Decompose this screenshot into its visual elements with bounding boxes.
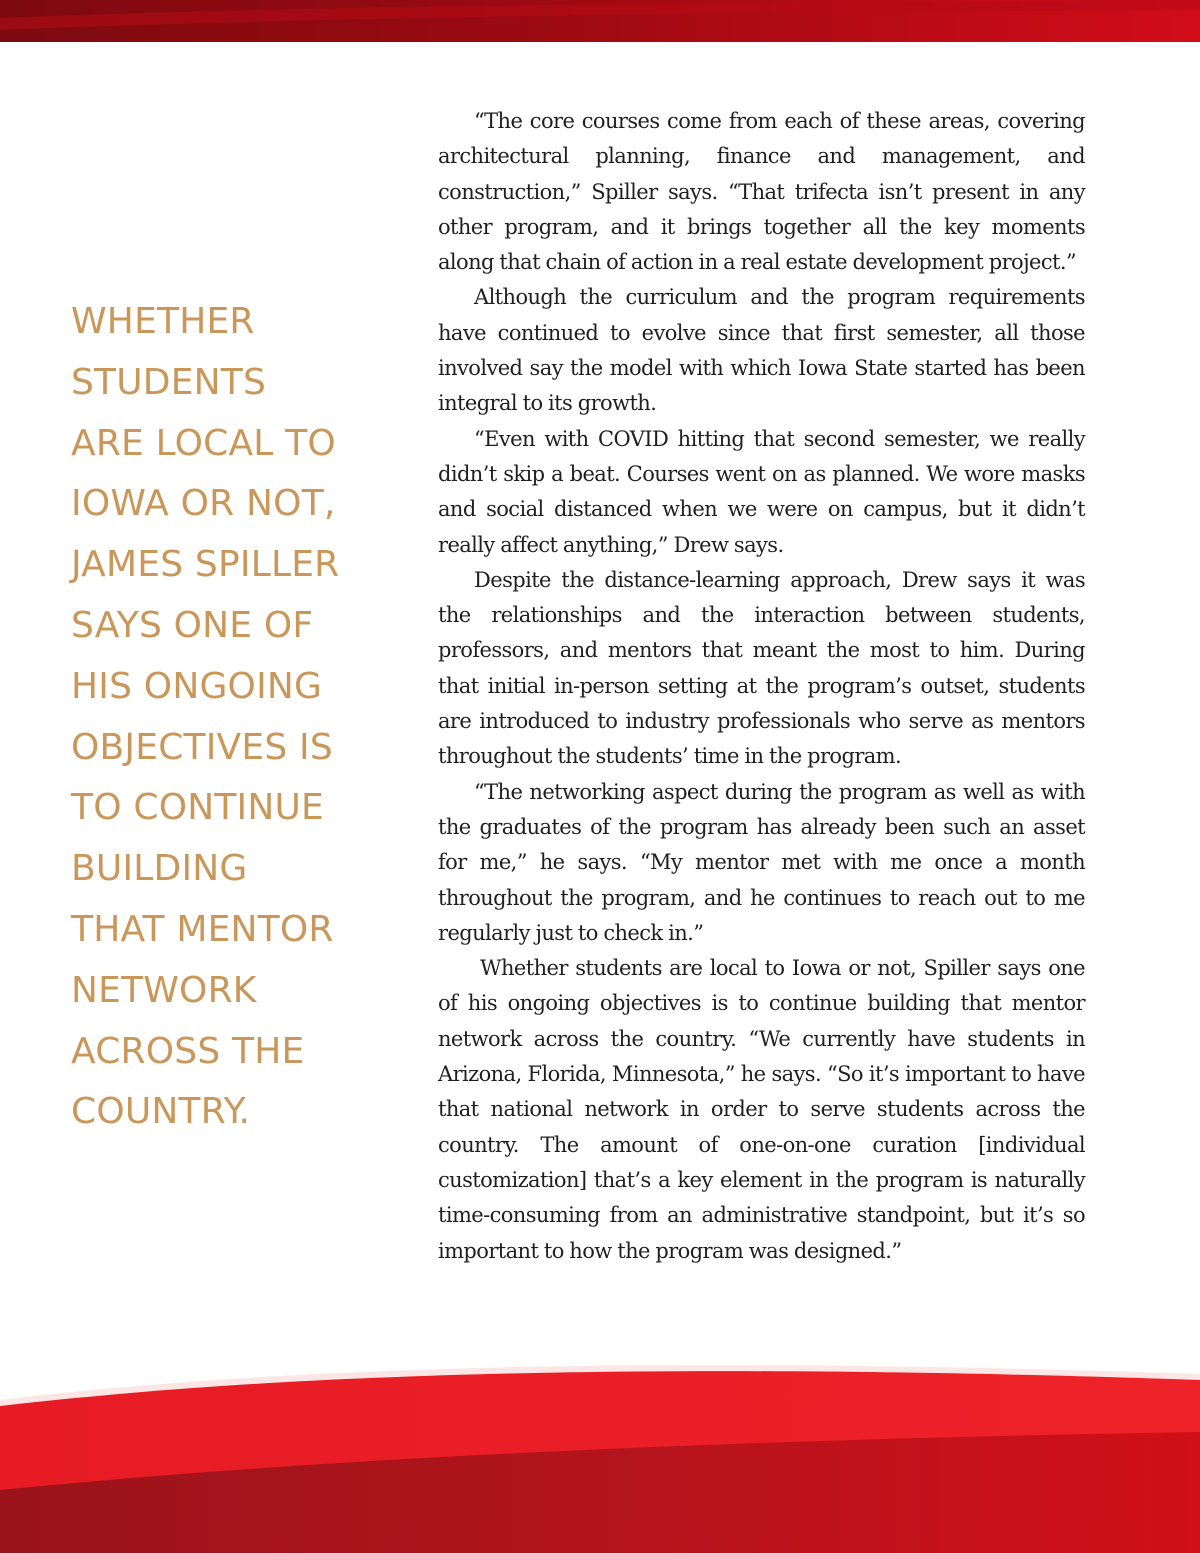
pull-quote: WHETHER STUDENTS ARE LOCAL TO IOWA OR NOT, JAMES SPILLER SAYS ONE OF HIS ONGOING OBJECTIVES IS TO CONTINUE BUILDING THAT MENTOR NETWORK ACROSS THE COUNTRY.	[71, 301, 340, 1133]
bottom-decorative-waves	[0, 1340, 1200, 1553]
top-decorative-band	[0, 0, 1200, 42]
article-paragraph: “The networking aspect during the program as well as with the graduates of the program has already been such an asset for me,” he says. “My mentor met with me once a month throughout the program, and he continues to reach out to me regularly just to check in.”	[438, 779, 1085, 945]
article-paragraph: “The core courses come from each of these areas, covering architectural planning, finance and management, and construction,” Spiller says. “That trifecta isn’t present in any other program, and it brings together all the key moments along that chain of action in a real estate development project.”	[438, 109, 1085, 275]
article-body	[438, 104, 1085, 1269]
article-paragraph: Although the curriculum and the program requirements have continued to evolve since that first semester, all those involved say the model with which Iowa State started has been integral to its growth.	[438, 285, 1085, 416]
article-paragraph: Despite the distance-learning approach, Drew says it was the relationships and the interaction between students, professors, and mentors that meant the most to him. During that initial in-person setting at the program’s outset, students are introduced to industry professionals who serve as mentors throughout the students’ time in the program.	[438, 567, 1085, 769]
article-paragraph: Whether students are local to Iowa or not, Spiller says one of his ongoing objectives is to continue building that mentor network across the country. “We currently have students in Arizona, Florida, Minnesota,” he says. “So it’s important to have that national network in order to serve students across the country. The amount of one-on-one curation [individual customization] that’s a key element in the program is naturally time-consuming from an administrative standpoint, but it’s so important to how the program was designed.”	[438, 956, 1085, 1263]
article-paragraph: “Even with COVID hitting that second semester, we really didn’t skip a beat. Courses went on as planned. We wore masks and social distanced when we were on campus, but it didn’t really affect anything,” Drew says.	[438, 426, 1085, 557]
